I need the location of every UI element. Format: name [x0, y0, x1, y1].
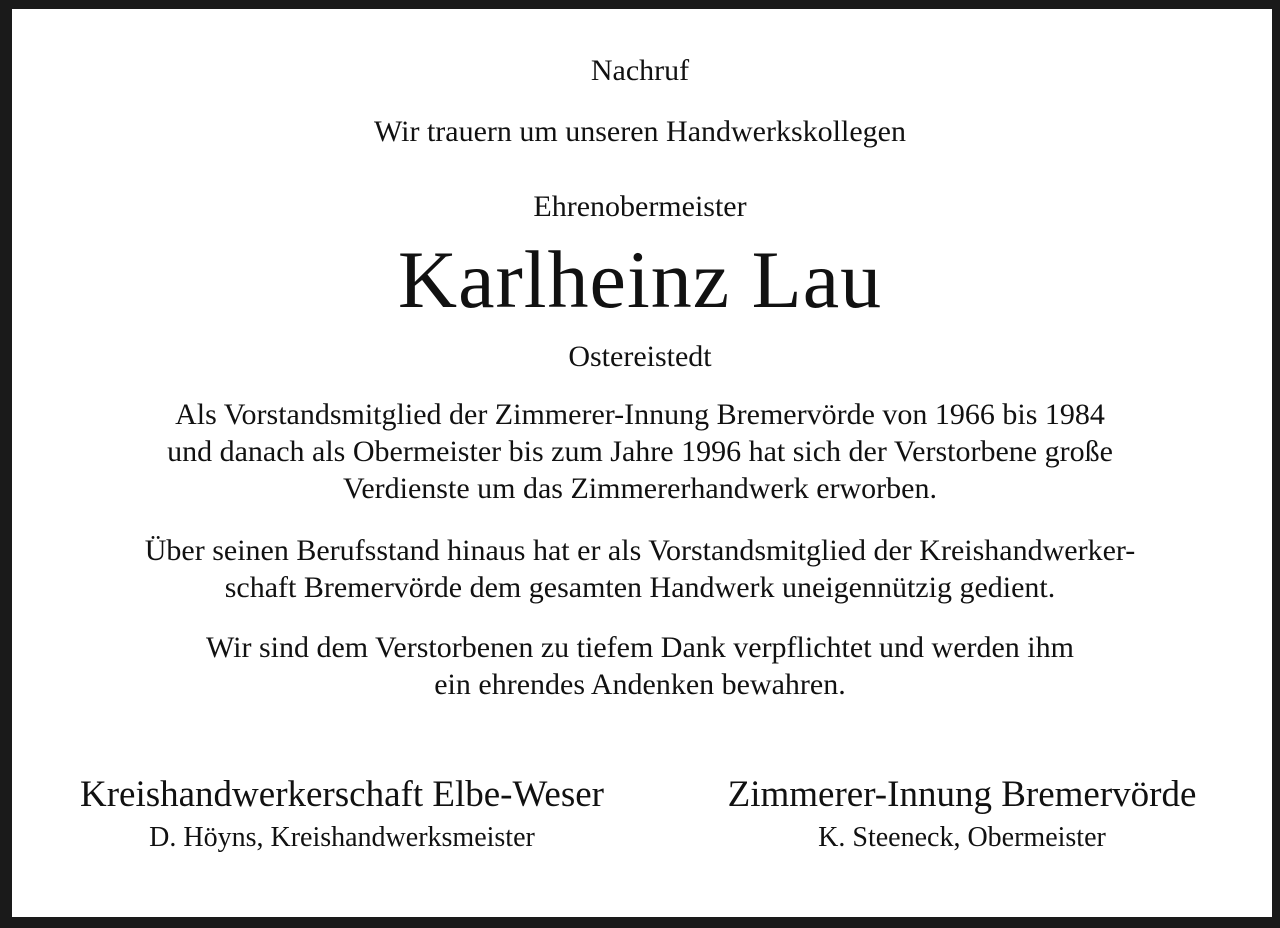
paragraph-line: Über seinen Berufsstand hinaus hat er als Vorstandsmitglied der Kreishandwerker- — [144, 534, 1136, 567]
signature-organization: Zimmerer-Innung Bremervörde — [727, 774, 1197, 815]
signature-block-right — [660, 772, 1264, 858]
paragraph-line: Als Vorstandsmitglied der Zimmerer-Innung Bremervörde von 1966 bis 1984 — [175, 398, 1105, 431]
tribute-paragraph-2 — [0, 532, 1280, 606]
paragraph-line: Wir sind dem Verstorbenen zu tiefem Dank verpflichtet und werden ihm — [206, 631, 1074, 664]
tribute-paragraph-1 — [0, 396, 1280, 507]
paragraph-line: Verdienste um das Zimmererhandwerk erworben. — [343, 472, 937, 505]
notice-intro: Wir trauern um unseren Handwerkskollegen — [374, 115, 906, 148]
paragraph-line: schaft Bremervörde dem gesamten Handwerk uneigennützig gedient. — [224, 571, 1056, 604]
paragraph-line: ein ehrendes Andenken bewahren. — [434, 668, 846, 701]
tribute-paragraph-3 — [0, 629, 1280, 703]
signature-person: K. Steeneck, Obermeister — [818, 822, 1106, 853]
signature-person: D. Höyns, Kreishandwerksmeister — [149, 822, 535, 853]
signature-organization: Kreishandwerkerschaft Elbe-Weser — [79, 774, 605, 815]
signature-block-left — [40, 772, 644, 858]
notice-heading: Nachruf — [590, 54, 690, 87]
deceased-name: Karlheinz Lau — [397, 234, 883, 325]
honorific-title: Ehrenobermeister — [533, 190, 747, 223]
paragraph-line: und danach als Obermeister bis zum Jahre 1996 hat sich der Verstorbene große — [167, 435, 1113, 468]
deceased-place: Ostereistedt — [568, 340, 712, 373]
